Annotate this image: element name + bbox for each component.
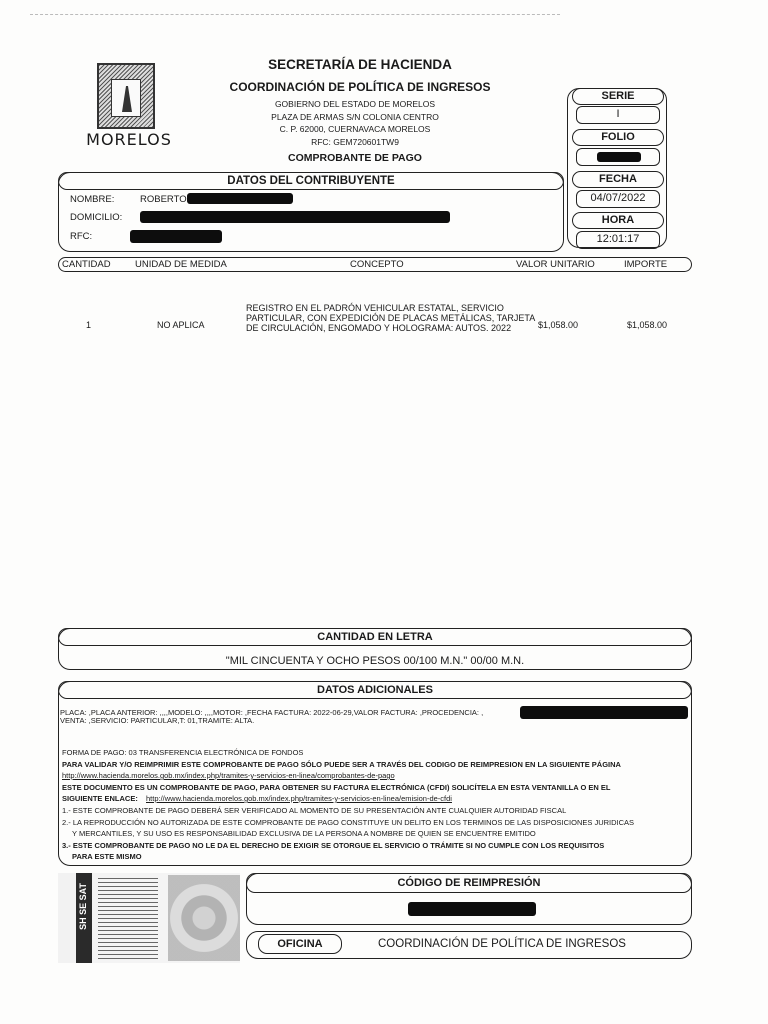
url-comprobantes-link[interactable]: http://www.hacienda.morelos.gob.mx/index.php/tramites-y-servicios-en-linea/comprobantes-de-pago (62, 771, 395, 780)
folio-redaction (597, 152, 641, 162)
fecha-label: FECHA (572, 171, 664, 188)
rfc-redaction (130, 230, 222, 243)
row-concepto: REGISTRO EN EL PADRÓN VEHICULAR ESTATAL, SERVICIO PARTICULAR, CON EXPEDICIÓN DE PLACAS METÁLICAS, TARJETA DE CIRCULACIÓN, ENGOMADO Y HOLOGRAMA: AUTOS. 2022 (246, 303, 535, 333)
nota-3b: PARA ESTE MISMO (72, 852, 142, 861)
header-line-4: RFC: GEM720601TW9 (311, 137, 399, 147)
hora-value: 12:01:17 (576, 231, 660, 249)
document-type: COMPROBANTE DE PAGO (288, 152, 422, 164)
validar-text: PARA VALIDAR Y/O REIMPRIMIR ESTE COMPROBANTE DE PAGO SÓLO PUEDE SER A TRAVÉS DEL CODIGO DE REIMPRESION EN LA SIGUIENTE PÁGINA (62, 760, 621, 769)
contribuyente-title: DATOS DEL CONTRIBUYENTE (58, 172, 564, 190)
nombre-value: ROBERTO (140, 194, 187, 205)
header-title: SECRETARÍA DE HACIENDA (268, 57, 452, 72)
hora-label: HORA (572, 212, 664, 229)
stamp-microtext (98, 877, 158, 959)
stamp-seal-icon (168, 875, 240, 961)
col-valor-unitario: VALOR UNITARIO (516, 259, 595, 270)
header-subtitle: COORDINACIÓN DE POLÍTICA DE INGRESOS (229, 80, 491, 94)
adicionales-redaction (520, 706, 688, 719)
fecha-value: 04/07/2022 (576, 190, 660, 208)
header-line-1: GOBIERNO DEL ESTADO DE MORELOS (274, 99, 436, 109)
row-valor-unitario: $1,058.00 (538, 320, 579, 330)
col-concepto: CONCEPTO (350, 259, 404, 270)
nota-2b: Y MERCANTILES, Y SU USO ES RESPONSABILIDAD EXCLUSIVA DE LA PERSONA A NOMBRE DE QUIEN SE ENCUENTRE EMITIDO (72, 829, 536, 838)
nota-1: 1.- ESTE COMPROBANTE DE PAGO DEBERÁ SER VERIFICADO AL MOMENTO DE SU PRESENTACIÓN ANTE CUALQUIER AUTORIDAD FISCAL (62, 806, 567, 815)
scan-edge-line (30, 14, 560, 15)
row-cantidad: 1 (86, 320, 92, 330)
folio-value-box (576, 148, 660, 166)
col-cantidad: CANTIDAD (62, 259, 111, 270)
morelos-coat-of-arms-icon (97, 63, 155, 129)
adicionales-line-1: PLACA: ,PLACA ANTERIOR: ,,,,MODELO: ,,,,MOTOR: ,FECHA FACTURA: 2022-06-29,VALOR FACTURA: ,PROCEDENCIA: , (60, 708, 484, 717)
oficina-value: COORDINACIÓN DE POLÍTICA DE INGRESOS (378, 938, 626, 950)
forma-pago: FORMA DE PAGO: 03 TRANSFERENCIA ELECTRÓNICA DE FONDOS (62, 748, 304, 757)
nota-2a: 2.- LA REPRODUCCIÓN NO AUTORIZADA DE ESTE COMPROBANTE DE PAGO CONSTITUYE UN DELITO EN LOS TERMINOS DE LAS DISPOSICIONES JURIDICAS (62, 818, 635, 827)
domicilio-label: DOMICILIO: (70, 212, 123, 223)
stamp-text: SH SE SAT (78, 883, 88, 930)
letra-title: CANTIDAD EN LETRA (58, 628, 692, 646)
nombre-redaction (187, 193, 293, 204)
col-unidad: UNIDAD DE MEDIDA (135, 259, 227, 270)
col-importe: IMPORTE (624, 259, 668, 270)
serie-label: SERIE (572, 88, 664, 105)
adicionales-line-2: VENTA: ,SERVICIO: PARTICULAR,T: 01,TRAMITE: ALTA. (60, 716, 255, 725)
header-line-3: C. P. 62000, CUERNAVACA MORELOS (279, 124, 431, 134)
reimpresion-code-redaction (408, 902, 536, 916)
folio-label: FOLIO (572, 129, 664, 146)
nombre-label: NOMBRE: (70, 194, 115, 205)
cfdi-text-2: SIGUIENTE ENLACE: (62, 794, 138, 803)
cfdi-text-1: ESTE DOCUMENTO ES UN COMPROBANTE DE PAGO, PARA OBTENER SU FACTURA ELECTRÓNICA (CFDI) SOLICÍTELA EN ESTA VENTANILLA O EN EL (62, 783, 611, 792)
reimpresion-title: CÓDIGO DE REIMPRESIÓN (246, 873, 692, 893)
domicilio-redaction (140, 211, 450, 223)
header-line-2: PLAZA DE ARMAS S/N COLONIA CENTRO (271, 112, 439, 122)
serie-value: I (576, 106, 660, 124)
url-cfdi-link[interactable]: http://www.hacienda.morelos.gob.mx/index.php/tramites-y-servicios-en-linea/emision-de-cfdi (146, 794, 452, 803)
nota-3a: 3.- ESTE COMPROBANTE DE PAGO NO LE DA EL DERECHO DE EXIGIR SE OTORGUE EL SERVICIO O TRÁMITE SI NO CUMPLE CON LOS REQUISITOS (62, 841, 605, 850)
rfc-label: RFC: (70, 231, 93, 242)
fiscal-stamp (58, 873, 240, 963)
brand-name: MORELOS (86, 130, 172, 149)
letra-value: "MIL CINCUENTA Y OCHO PESOS 00/100 M.N." 00/00 M.N. (225, 655, 525, 667)
oficina-label: OFICINA (258, 934, 342, 954)
row-importe: $1,058.00 (627, 320, 668, 330)
adicionales-title: DATOS ADICIONALES (58, 681, 692, 699)
row-unidad: NO APLICA (157, 320, 205, 330)
